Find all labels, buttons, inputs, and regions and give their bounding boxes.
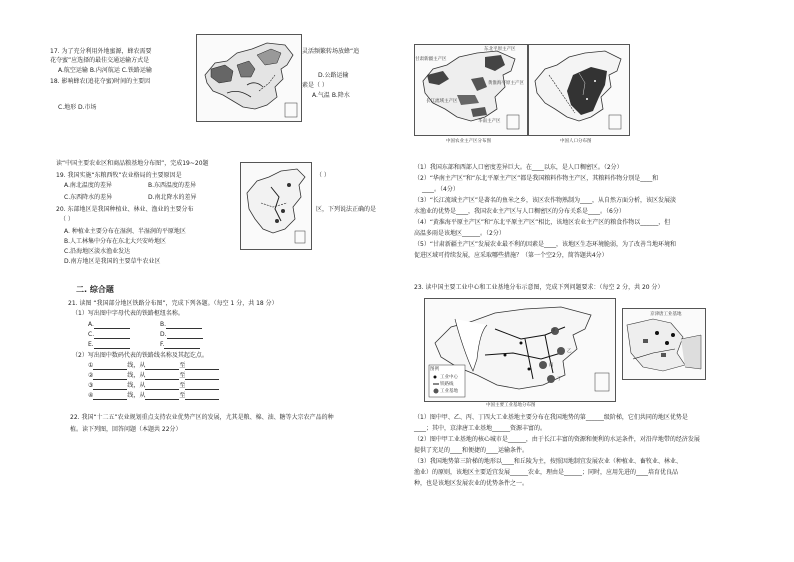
map3-letter-3: 丙 [549,363,554,368]
q19-option-c: C.东西降水的差异 [64,194,113,201]
rail-row-1 [88,362,219,370]
rail-num-1: ① [88,362,94,369]
map3-letter-4: 丁 [557,377,562,382]
answer-blank-b[interactable] [166,322,202,329]
label-f: F. [160,341,165,348]
q23-part2-line1: （2）图中甲工业基地的核心城市是______，由于长江丰富的资源和便利的水运条件，对沿岸地带的经济发展 [414,436,700,443]
map1-label-gansu-xinjiang: 甘肃新疆主产区 [415,57,447,62]
map3-legend-base: 工业基地 [440,389,458,394]
q23-part2-line2: 提供了充足的____和便捷的____运输条件。 [414,447,529,454]
map1-label-northeast: 东北平原主产区 [484,47,516,52]
q18-text: 18. 影响蜂农(追花夺蜜)时间的主要因 [50,78,151,85]
rail-num-4: ④ [88,392,94,399]
q18-options: C.地形 D.市场 [58,104,97,111]
q19-option-b: B.东西温度的差异 [148,182,197,189]
rail-blank-3-to[interactable] [185,383,219,390]
rail-to-2: 至 [179,372,186,379]
q22-part5-line1: （5）“甘肃新疆主产区”发展农业最不利的因素是____，该地区生态环境脆弱，为了改善当地环境和 [414,241,677,248]
q22-part2-line1: （2）“华南主产区”和“东北平原主产区”都是我国粮料作物主产区，其粮料作物分别是____和 [414,175,659,182]
q20-text-cont: 区，下列说法正确的是 [316,206,377,213]
answer-blank-f[interactable] [164,342,200,349]
rail-blank-2-name[interactable] [93,373,127,380]
q23-text: 23. 读中国主要工业中心和工业基地分布示意图，完成下列问题要求：（每空 2 分，共 20 分） [414,284,664,291]
q21-part1: （1）写出图中字母代表的铁路枢纽名称。 [72,310,184,317]
jingjintang-graphic [623,309,705,379]
q21-answer-b [160,321,202,329]
rail-to-4: 至 [179,392,186,399]
q19-option-d: D.南北降水的差异 [148,194,197,201]
jingjintang-inset-map [622,308,706,380]
q19-answer-paren: （ ） [316,172,330,179]
answer-blank-d[interactable] [167,332,203,339]
q18-continuation: 素是（ ） [302,82,328,89]
map1-label-huanghuaihai: 黄淮海平原主产区 [488,81,524,86]
q22-text-line1: 22. 我国“十二五”农业规划重点支持农业优势产区的发展，尤其是粮、棉、油、糖等大宗农产品的种 [70,414,334,421]
map3-legend-railway: 铁路线 [440,382,454,387]
map1-label-huanan: 华南主产区 [478,119,501,124]
q17-options: A.航空运输 B.内河航运 C.铁路运输 [58,67,152,74]
answer-blank-a[interactable] [94,322,130,329]
map4-title: 京津唐工业基地 [650,312,682,317]
q21-text: 21. 读图 “我国部分地区铁路分布图”，完成下列各题。（每空 1 分，共 18 分） [68,300,278,307]
rail-blank-4-from[interactable] [145,393,179,400]
rail-blank-2-to[interactable] [185,373,219,380]
q23-part1-line2: ____；其中，京津唐工业基地______资源丰富的。 [414,425,547,432]
q22-text-line2: 植。读下列图，回答问题（本题共 22分） [70,426,182,433]
q22-part3-line2: 水渔业的优势是____，我国农业主产区与人口稠密区的分布关系是____。（6分） [414,208,625,215]
rail-row-4 [88,392,219,400]
q20-option-c: C.沿海地区淡水渔业发达 [64,248,131,255]
label-c: C. [88,331,95,338]
q20-text: 20. 东部地区是我国种植业、林业、渔业的主要分布 [56,206,194,213]
rail-num-3: ③ [88,382,94,389]
rail-blank-4-to[interactable] [185,393,219,400]
map3-letter-1: 甲 [551,329,556,334]
q19-text: 19. 我国实施“东粮西牧”农业格局的主要原因是 [56,172,182,179]
q17-option-d: D.公路运输 [318,72,349,79]
rail-to-1: 至 [179,362,186,369]
map1-title: 中国农业主产区分布图 [446,139,491,144]
map3-letter-2: 乙 [567,349,572,354]
q20-option-b: B.人工林集中分布在东北大兴安岭地区 [64,238,167,245]
q20-option-a: A. 种植业主要分布在湿润、半湿润的平原地区 [64,228,186,235]
answer-blank-e[interactable] [94,342,130,349]
china-map-graphic [197,35,301,121]
map3-legend-title: 图例 [430,367,439,372]
rail-to-3: 至 [179,382,186,389]
q21-answer-d [160,331,203,339]
map3-legend-center: 工业中心 [440,375,458,380]
q21-answer-c [88,331,130,339]
q17-text-line1: 17. 为了充分利用外地蜜源，蜂农需要 [50,48,152,55]
q18-options-ab: A.气温 B.降水 [312,92,350,99]
q23-part3-line3: 种，也是该地区发展农业的优势条件之一。 [414,480,529,487]
rail-line-1: 线，从 [127,362,146,369]
q17-continuation: 灵活频繁转场放蜂“追 [302,48,360,55]
answer-blank-c[interactable] [94,332,130,339]
rail-row-3 [88,382,219,390]
rail-blank-2-from[interactable] [145,373,179,380]
population-map-graphic [529,45,629,135]
map2-title: 中国人口分布图 [560,139,592,144]
rail-blank-1-from[interactable] [145,363,179,370]
agriculture-map-graphic [241,163,311,249]
q21-answer-f [160,341,200,349]
label-b: B. [160,321,167,328]
rail-blank-3-from[interactable] [145,383,179,390]
q19-option-a: A.南北温度的差异 [64,182,112,189]
rail-row-2 [88,372,219,380]
section-2-heading: 二. 综合题 [76,285,114,294]
q20-answer-paren: （ ） [60,216,74,223]
q21-answer-a [88,321,130,329]
agriculture-zone-map [240,162,312,250]
rail-blank-1-to[interactable] [185,363,219,370]
rail-num-2: ② [88,372,94,379]
q21-answer-e [88,341,130,349]
label-e: E. [88,341,94,348]
q20-option-d: D.南方地区是我国的主要草牛农业区 [64,258,161,265]
label-d: D. [160,331,167,338]
rail-line-4: 线，从 [127,392,146,399]
label-a: A. [88,321,94,328]
intro-19-20: 读“中国主要农业区和商品粮基地分布图”，完成19~20题 [56,160,209,167]
rail-line-2: 线，从 [127,372,146,379]
rail-blank-4-name[interactable] [93,393,127,400]
q22-part4-line2: 高温多雨是该地区______。（2分） [414,230,505,237]
map1-label-changjiang: 长江流域主产区 [426,99,458,104]
q23-part3-line1: （3）我国地势第三阶梯的地形以____和丘陵为主，按照因地制宜发展农业（种植业、畜牧业、林业、 [414,458,682,465]
population-distribution-map [528,44,630,136]
rail-blank-1-name[interactable] [93,363,127,370]
rail-blank-3-name[interactable] [93,383,127,390]
q22-part5-line2: 促进区域可持续发展，应采取哪些措施？（第一个空2分，简答题共4分） [414,252,608,259]
q22-part3-line1: （3）“长江流域主产区”是著名的鱼米之乡，该区农作物熟制为____，从自然方面分析，该区发展淡 [414,197,677,204]
q17-text-line2: 花夺蜜”应选择的最佳交通运输方式是 [50,57,150,64]
rail-line-3: 线，从 [127,382,146,389]
beekeeping-route-map [196,34,302,122]
q23-part1-line1: （1）图中甲、乙、丙、丁四大工业基地主要分布在我国地势的第______级阶梯，它们共同的地区优势是 [414,414,688,421]
q22-part4-line1: （4）“黄淮海平原主产区”和“东北平原主产区”相比，该地区农业主产区的粮食作物以______，但 [414,219,671,226]
q22-part2-line2: ____。（4分） [422,186,459,193]
q21-part2: （2）写出图中数码代表的铁路线名称及其起讫点。 [72,352,208,359]
q23-part3-line2: 渔业）的原则，该地区主要适宜发展______农业，理由是______；同时，应用先进的____培育优良品 [414,469,679,476]
q22-part1: （1）我国东部和西部人口密度差异巨大。在____以东，是人口稠密区。（2分） [414,164,623,171]
map3-title: 中国主要工业基地分布图 [486,403,536,408]
